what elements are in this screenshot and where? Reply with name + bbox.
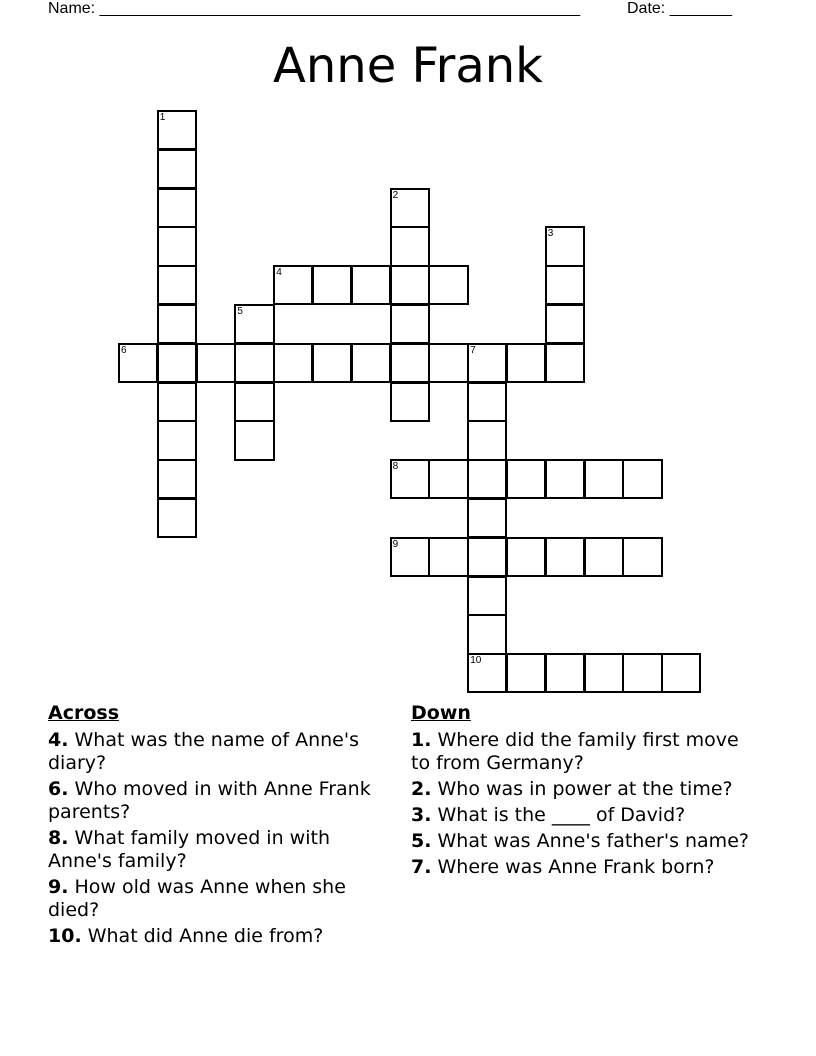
crossword-cell[interactable] [351,343,391,383]
crossword-cell[interactable] [273,343,313,383]
crossword-cell[interactable] [584,459,624,499]
crossword-cell[interactable] [467,576,507,616]
clue-across-6 [48,778,388,824]
clue-number: 10. [48,925,82,947]
clue-number: 7. [411,856,432,878]
crossword-cell[interactable] [157,149,197,189]
down-clues [411,702,761,882]
crossword-cell[interactable] [467,420,507,460]
clue-number: 6. [48,778,69,800]
clue-number: 3. [411,804,432,826]
crossword-cell[interactable] [545,537,585,577]
crossword-cell[interactable] [312,265,352,305]
crossword-cell[interactable] [390,304,430,344]
cell-number: 6 [121,344,127,356]
crossword-cell[interactable] [545,653,585,693]
crossword-cell[interactable] [584,653,624,693]
clue-across-10 [48,925,388,948]
date-field-label: Date: _______ [627,0,732,17]
crossword-cell[interactable] [390,459,430,499]
clue-text: What family moved in with Anne's family? [48,827,330,872]
clue-text: What was Anne's father's name? [437,830,749,852]
crossword-cell[interactable] [622,459,662,499]
crossword-cell[interactable] [622,653,662,693]
crossword-cell[interactable] [467,653,507,693]
across-clues [48,702,388,951]
across-heading: Across [48,702,120,724]
crossword-cell[interactable] [428,343,468,383]
crossword-cell[interactable] [428,459,468,499]
crossword-cell[interactable] [467,459,507,499]
clue-text: What was the name of Anne's diary? [48,729,359,774]
crossword-cell[interactable] [661,653,701,693]
clue-text: Where did the family first move to from Germany? [411,729,739,774]
crossword-cell[interactable] [506,653,546,693]
cell-number: 4 [276,267,282,279]
clue-across-8 [48,827,388,873]
crossword-cell[interactable] [234,304,274,344]
crossword-cell[interactable] [157,226,197,266]
cell-number: 10 [470,655,482,667]
clue-number: 1. [411,729,432,751]
clue-text: Where was Anne Frank born? [437,856,715,878]
crossword-cell[interactable] [234,382,274,422]
crossword-cell[interactable] [428,537,468,577]
crossword-cell[interactable] [390,265,430,305]
crossword-cell[interactable] [506,537,546,577]
cell-number: 9 [392,538,399,550]
crossword-cell[interactable] [312,343,352,383]
crossword-cell[interactable] [234,420,274,460]
crossword-cell[interactable] [157,420,197,460]
crossword-cell[interactable] [157,343,197,383]
crossword-cell[interactable] [234,343,274,383]
cell-number: 1 [159,112,166,123]
crossword-cell[interactable] [467,614,507,654]
crossword-cell[interactable] [390,537,430,577]
cell-number: 8 [392,461,399,473]
clue-number: 8. [48,827,69,849]
crossword-cell[interactable] [506,343,546,383]
clue-number: 9. [48,876,69,898]
clue-text: Who moved in with Anne Frank parents? [48,778,371,823]
clue-across-9 [48,876,388,922]
crossword-cell[interactable] [157,110,197,150]
crossword-cell[interactable] [622,537,662,577]
clue-text: What did Anne die from? [87,925,324,947]
clue-down-1 [411,729,761,775]
crossword-cell[interactable] [428,265,468,305]
clue-text: How old was Anne when she died? [48,876,346,921]
page-title: Anne Frank [273,38,543,94]
crossword-cell[interactable] [157,304,197,344]
crossword-cell[interactable] [390,343,430,383]
crossword-cell[interactable] [584,537,624,577]
crossword-cell[interactable] [390,188,430,228]
crossword-cell[interactable] [273,265,313,305]
crossword-cell[interactable] [118,343,158,383]
crossword-cell[interactable] [157,498,197,538]
clue-down-2 [411,778,761,801]
crossword-cell[interactable] [157,265,197,305]
crossword-cell[interactable] [467,498,507,538]
crossword-cell[interactable] [467,537,507,577]
clue-number: 2. [411,778,432,800]
crossword-cell[interactable] [390,226,430,266]
crossword-cell[interactable] [545,226,585,266]
crossword-cell[interactable] [390,382,430,422]
clue-number: 5. [411,830,432,852]
crossword-cell[interactable] [157,382,197,422]
crossword-cell[interactable] [545,304,585,344]
cell-number: 3 [547,228,554,240]
crossword-cell[interactable] [196,343,236,383]
crossword-cell[interactable] [157,188,197,228]
crossword-cell[interactable] [467,343,507,383]
clue-number: 4. [48,729,69,751]
clue-text: What is the ____ of David? [437,804,686,826]
crossword-cell[interactable] [467,382,507,422]
clue-down-5 [411,830,761,853]
down-heading: Down [411,702,471,724]
crossword-cell[interactable] [545,265,585,305]
clue-across-4 [48,729,388,775]
crossword-cell[interactable] [545,459,585,499]
clue-down-7 [411,856,761,879]
name-field-label: Name: ______________________________________________________ [48,0,581,17]
cell-number: 2 [392,189,399,201]
clue-down-3 [411,804,761,827]
crossword-cell[interactable] [351,265,391,305]
crossword-cell[interactable] [157,459,197,499]
cell-number: 7 [470,344,476,356]
crossword-cell[interactable] [506,459,546,499]
crossword-cell[interactable] [545,343,585,383]
cell-number: 5 [237,306,243,317]
clue-text: Who was in power at the time? [437,778,733,800]
